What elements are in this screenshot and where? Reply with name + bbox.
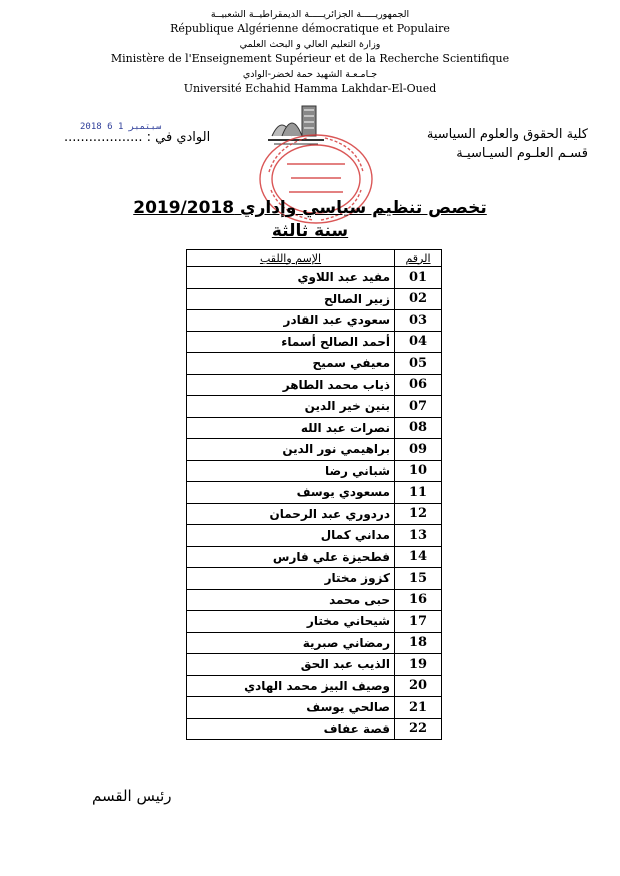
table-row	[187, 675, 442, 697]
year-title: سنة ثالثة	[271, 221, 349, 241]
row-number: 05	[395, 353, 442, 375]
table-header-row	[187, 250, 442, 267]
row-number: 11	[395, 482, 442, 504]
table-row	[187, 546, 442, 568]
row-number: 20	[395, 675, 442, 697]
row-number: 13	[395, 525, 442, 547]
ministry-french: Ministère de l'Enseignement Supérieur et de la Recherche Scientifique	[110, 52, 510, 65]
header-number: الرقم	[395, 250, 442, 267]
student-name: شيحاني مختار	[187, 611, 395, 633]
table-row	[187, 310, 442, 332]
table-row	[187, 353, 442, 375]
student-name: مداني كمال	[187, 525, 395, 547]
student-name: وصيف البيز محمد الهادي	[187, 675, 395, 697]
student-name: براهيمي نور الدين	[187, 439, 395, 461]
table-row	[187, 331, 442, 353]
row-number: 17	[395, 611, 442, 633]
table-row	[187, 611, 442, 633]
row-number: 14	[395, 546, 442, 568]
row-number: 16	[395, 589, 442, 611]
table-row	[187, 503, 442, 525]
university-arabic: جـامـعـة الشهيد حمة لخضر-الوادي	[242, 69, 378, 80]
row-number: 01	[395, 267, 442, 289]
place-date-label: الوادي في : ...................	[64, 130, 211, 145]
table-row	[187, 374, 442, 396]
student-name: حبى محمد	[187, 589, 395, 611]
row-number: 15	[395, 568, 442, 590]
student-name: أحمد الصالح أسماء	[187, 331, 395, 353]
specialty-title: تخصص تنظيم سياسي وإداري 2019/2018	[133, 198, 487, 218]
student-name: معيفي سميح	[187, 353, 395, 375]
row-number: 22	[395, 718, 442, 740]
row-number: 08	[395, 417, 442, 439]
student-name: ذياب محمد الطاهر	[187, 374, 395, 396]
row-number: 06	[395, 374, 442, 396]
student-name: كزوز مختار	[187, 568, 395, 590]
table-row	[187, 396, 442, 418]
table-row	[187, 589, 442, 611]
student-name: نصرات عبد الله	[187, 417, 395, 439]
student-name: صالحي يوسف	[187, 697, 395, 719]
student-name: مفيد عبد اللاوي	[187, 267, 395, 289]
row-number: 02	[395, 288, 442, 310]
row-number: 12	[395, 503, 442, 525]
student-name: قصة عفاف	[187, 718, 395, 740]
student-name: الذيب عبد الحق	[187, 654, 395, 676]
row-number: 19	[395, 654, 442, 676]
student-name: دردوري عبد الرحمان	[187, 503, 395, 525]
student-name: سعودي عبد القادر	[187, 310, 395, 332]
row-number: 07	[395, 396, 442, 418]
department-head-signature: رئيس القسم	[92, 787, 172, 805]
row-number: 04	[395, 331, 442, 353]
student-name: شباني رضا	[187, 460, 395, 482]
department-name: قسـم العلـوم السيـاسيـة	[456, 146, 588, 161]
student-name: فطحيزة علي فارس	[187, 546, 395, 568]
student-name: رمضاني صبرية	[187, 632, 395, 654]
table-row	[187, 267, 442, 289]
row-number: 03	[395, 310, 442, 332]
date-stamp: 2018 سبتمبر 1 6	[80, 122, 162, 132]
student-name: زبير الصالح	[187, 288, 395, 310]
row-number: 09	[395, 439, 442, 461]
republic-arabic: الجمهوريـــــة الجزائريـــــة الديمقراطيــة الشعبيــة	[210, 9, 410, 20]
table-row	[187, 654, 442, 676]
table-row	[187, 417, 442, 439]
student-table	[186, 249, 442, 740]
faculty-name: كلية الحقوق والعلوم السياسية	[426, 127, 588, 142]
table-row	[187, 697, 442, 719]
university-french: Université Echahid Hamma Lakhdar-El-Oued	[183, 82, 437, 95]
table-row	[187, 439, 442, 461]
row-number: 21	[395, 697, 442, 719]
table-row	[187, 482, 442, 504]
table-row	[187, 718, 442, 740]
row-number: 10	[395, 460, 442, 482]
row-number: 18	[395, 632, 442, 654]
table-row	[187, 632, 442, 654]
table-row	[187, 568, 442, 590]
ministry-arabic: وزارة التعليم العالي و البحث العلمي	[239, 39, 381, 50]
table-row	[187, 460, 442, 482]
republic-french: République Algérienne démocratique et Populaire	[170, 22, 450, 35]
student-name: بنين خير الدين	[187, 396, 395, 418]
student-name: مسعودي يوسف	[187, 482, 395, 504]
table-row	[187, 288, 442, 310]
header-name: الإسم واللقب	[187, 250, 395, 267]
table-row	[187, 525, 442, 547]
